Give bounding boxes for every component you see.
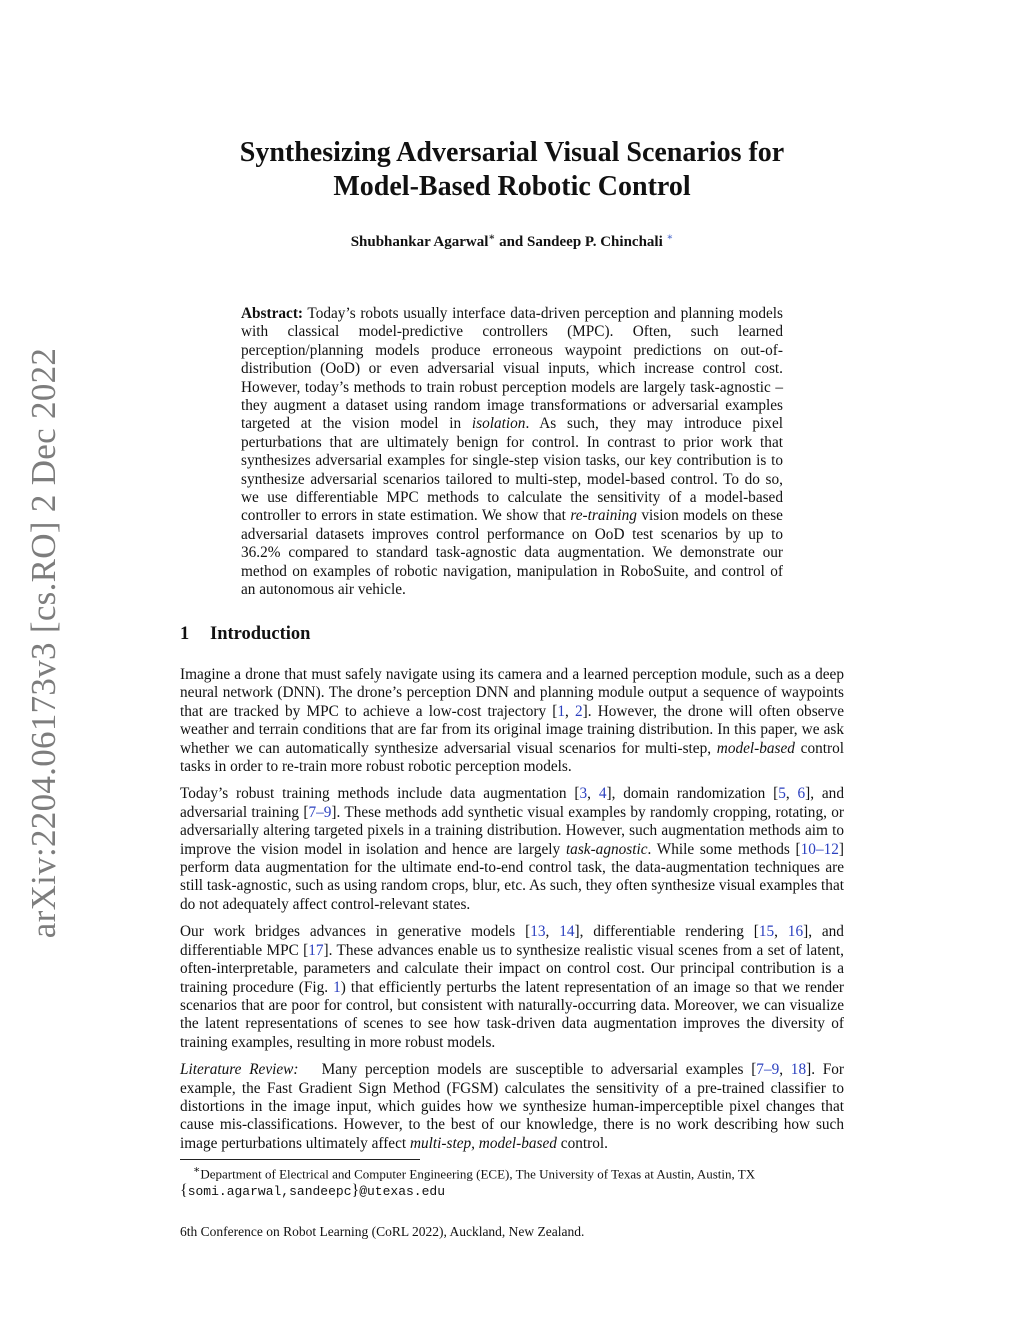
email-domain: @utexas.edu bbox=[359, 1184, 446, 1200]
footnote-rule bbox=[180, 1159, 420, 1160]
abstract-emphasis-retraining: re-training bbox=[570, 507, 637, 525]
citation-link[interactable]: 6 bbox=[797, 785, 806, 803]
citation-link[interactable]: 14 bbox=[559, 923, 575, 941]
abstract-emphasis-isolation: isolation bbox=[471, 415, 526, 433]
author-line bbox=[180, 232, 844, 251]
abstract-label: Abstract: bbox=[241, 305, 304, 322]
citation-link[interactable]: 1 bbox=[557, 702, 566, 720]
citation-link[interactable]: 3 bbox=[579, 785, 588, 803]
citation-link[interactable]: 18 bbox=[790, 1061, 807, 1079]
author-1-mark: ∗ bbox=[488, 232, 496, 243]
citation-link[interactable]: 16 bbox=[787, 923, 804, 941]
title-line-2: Model-Based Robotic Control bbox=[333, 171, 691, 202]
paragraph-1: Imagine a drone that must safely navigate using its camera and a learned perception module, such as a deep neural network (DNN). The drone’s perception DNN and planning module output a sequence of waypoints that are tracked by MPC to achieve a low-cost trajectory [1, 2]. However, the drone will often observe weather and terrain conditions that are far from its original image training distribution. In this paper, we ask whether we can automatically synthesize adversarial visual scenarios for multi-step, model-based control tasks in order to re-train more robust robotic perception models. bbox=[180, 666, 844, 776]
section-heading-introduction bbox=[180, 624, 310, 645]
citation-link[interactable]: 4 bbox=[598, 785, 607, 803]
abstract-text-1: Today’s robots usually interface data-driven perception and planning models with classical model-predictive controllers (MPC). Often, such learned perception/planning models produce erroneous waypoint predictions on out-of-distribution (OoD) or even adversarial visual inputs, which increase control cost. However, today’s methods to train robust perception models are largely task-agnostic – they augment a dataset using random image transformations or adversarial examples targeted at the vision model in bbox=[241, 305, 783, 433]
citation-link[interactable]: 5 bbox=[778, 785, 786, 803]
arxiv-identifier: arXiv:2204.06173v3 [cs.RO] 2 Dec 2022 bbox=[24, 347, 63, 939]
author-conjunction: and bbox=[499, 234, 524, 250]
citation-link[interactable]: 10–12 bbox=[800, 840, 839, 858]
abstract bbox=[241, 305, 783, 600]
footnote-emails: {somi.agarwal,sandeepc}@utexas.edu bbox=[180, 1182, 446, 1200]
citation-link[interactable]: 13 bbox=[530, 923, 546, 941]
footnote-affiliation: ∗Department of Electrical and Computer Engineering (ECE), The University of Texas at Austin, Austin, TX bbox=[193, 1164, 756, 1182]
paper-title bbox=[180, 136, 844, 204]
footnote-mark: ∗ bbox=[193, 1164, 201, 1176]
abstract-text-3: vision models on these adversarial datasets improves control performance on OoD test scenarios by up to 36.2% compared to standard task-agnostic data augmentation. We demonstrate our method on examples of robotic navigation, manipulation in RoboSuite, and control of an autonomous air vehicle. bbox=[241, 507, 783, 599]
citation-link[interactable]: 7–9 bbox=[308, 803, 332, 821]
figure-link[interactable]: 1 bbox=[333, 978, 341, 996]
citation-link[interactable]: 15 bbox=[758, 923, 775, 941]
author-1: Shubhankar Agarwal bbox=[350, 234, 489, 250]
title-line-1: Synthesizing Adversarial Visual Scenarios for bbox=[239, 137, 785, 168]
paragraph-3: Our work bridges advances in generative models [13, 14], differentiable rendering [15, 16], and differentiable MPC [17]. These advances enable us to synthesize realistic visual scenes from a set of latent, often-interpretable, parameters and calculate their impact on control cost. Our principal contribution is a training procedure (Fig. 1) that efficiently perturbs the latent representation of an image so that we render scenarios that are poor for control, but consistent with naturally-occurring data. Moreover, we can visualize the latent representations of scenes to see how task-driven data augmentation improves the diversity of training examples, resulting in more robust models. bbox=[180, 923, 844, 1051]
section-title: Introduction bbox=[210, 624, 311, 644]
section-number: 1 bbox=[180, 624, 190, 644]
abstract-text-2: . As such, they may introduce pixel perturbations that are ultimately benign for control. In contrast to prior work that synthesizes adversarial examples for single-step vision tasks, our key contribution is to synthesize adversarial scenarios tailored to multi-step, model-based control. To do so, we use differentiable MPC methods to calculate the sensitivity of a model-based controller to errors in state estimation. We show that bbox=[241, 415, 783, 525]
citation-link[interactable]: 2 bbox=[575, 702, 583, 720]
conference-note: 6th Conference on Robot Learning (CoRL 2022), Auckland, New Zealand. bbox=[180, 1224, 585, 1239]
paragraph-2: Today’s robust training methods include data augmentation [3, 4], domain randomization [5, 6], and adversarial training [7–9]. These methods add synthetic visual examples by randomly cropping, rotating, or adversarially altering targeted pixels in a training distribution. However, such augmentation methods aim to improve the vision model in isolation and hence are largely task-agnostic. While some methods [10–12] perform data augmentation for the ultimate end-to-end control task, the data-augmentation techniques are still task-agnostic, such as using random crops, blur, etc. As such, they often synthesize visual examples that do not adequately affect control-relevant states. bbox=[180, 785, 844, 913]
introduction-body bbox=[180, 666, 844, 1162]
citation-link[interactable]: 7–9 bbox=[756, 1061, 780, 1079]
email-users: somi.agarwal,sandeepc bbox=[187, 1184, 352, 1200]
paragraph-4: Literature Review: Many perception models are susceptible to adversarial examples [7–9, 18]. For example, the Fast Gradient Sign Method (FGSM) calculates the sensitivity of a pre-trained classifier to distortions in the image input, which guides how we synthesize human-imperceptible pixel changes that cause mis-classifications. However, to the best of our knowledge, there is no work describing how such image perturbations ultimately affect multi-step, model-based control. bbox=[180, 1061, 844, 1152]
author-2: Sandeep P. Chinchali bbox=[527, 234, 663, 250]
literature-review-label: Literature Review: bbox=[180, 1061, 299, 1079]
footnote bbox=[180, 1162, 844, 1200]
author-2-footnote-link[interactable]: ∗ bbox=[666, 232, 674, 243]
citation-link[interactable]: 17 bbox=[308, 941, 324, 959]
